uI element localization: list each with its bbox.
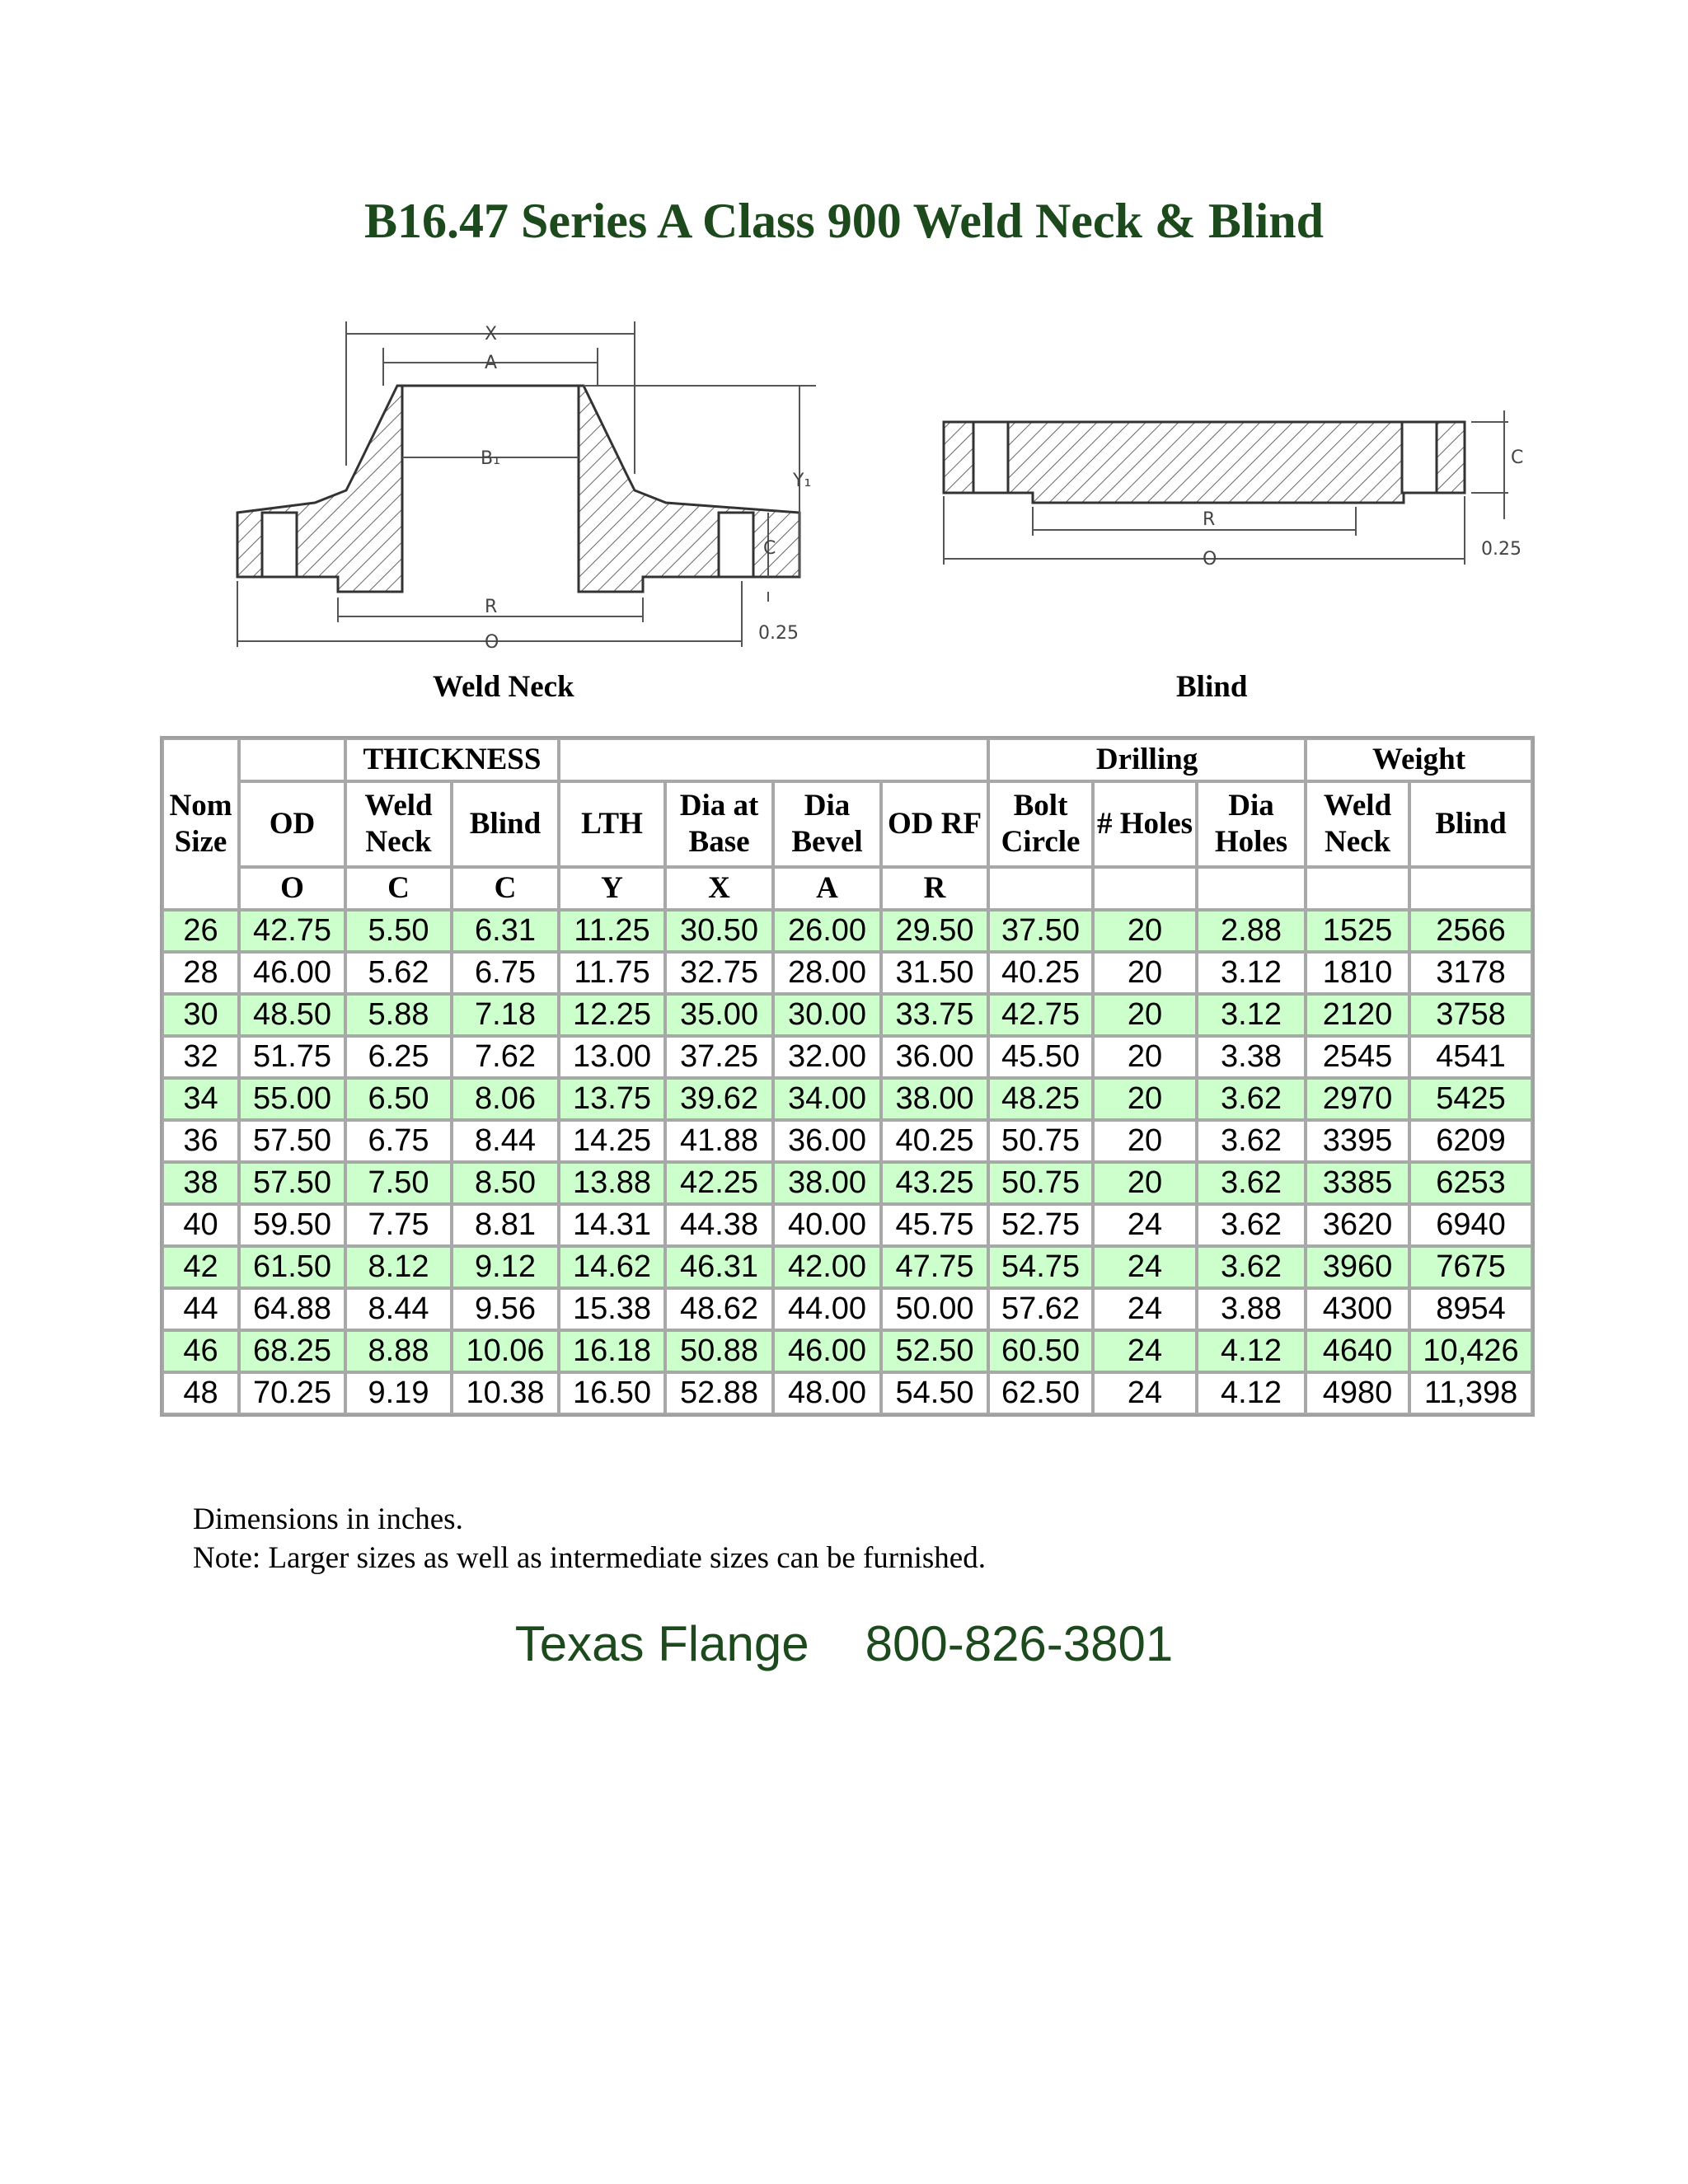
table-cell: 24 — [1093, 1372, 1197, 1414]
table-cell: 42.75 — [988, 994, 1093, 1036]
table-cell: 11.25 — [559, 910, 665, 952]
table-cell: 48.62 — [665, 1288, 773, 1330]
table-cell: 10.38 — [452, 1372, 559, 1414]
note-units: Dimensions in inches. — [193, 1502, 463, 1536]
table-cell: 31.50 — [881, 952, 988, 994]
table-cell: 57.62 — [988, 1288, 1093, 1330]
table-cell: 61.50 — [239, 1246, 345, 1288]
table-cell: 39.62 — [665, 1078, 773, 1120]
table-cell: 20 — [1093, 910, 1197, 952]
table-cell: 8.50 — [452, 1162, 559, 1204]
symbol-empty — [988, 867, 1093, 910]
table-cell: 28.00 — [773, 952, 881, 994]
table-row — [162, 1330, 1532, 1372]
table-cell: 13.75 — [559, 1078, 665, 1120]
table-cell: 55.00 — [239, 1078, 345, 1120]
wn-label-r: R — [485, 597, 498, 617]
table-cell: 4.12 — [1197, 1372, 1306, 1414]
table-cell: 57.50 — [239, 1120, 345, 1162]
header-od: OD — [239, 781, 345, 867]
header-weight-weld-neck: Weld Neck — [1306, 781, 1409, 867]
table-cell: 29.50 — [881, 910, 988, 952]
table-cell: 50.88 — [665, 1330, 773, 1372]
table-cell: 62.50 — [988, 1372, 1093, 1414]
symbol-empty — [1093, 867, 1197, 910]
table-cell: 8.44 — [345, 1288, 452, 1330]
table-cell: 5.62 — [345, 952, 452, 994]
table-cell: 2970 — [1306, 1078, 1409, 1120]
table-cell: 3620 — [1306, 1204, 1409, 1246]
table-cell: 8.81 — [452, 1204, 559, 1246]
table-cell: 2120 — [1306, 994, 1409, 1036]
table-cell: 1525 — [1306, 910, 1409, 952]
dimensions-table — [160, 736, 1535, 1417]
table-row — [162, 1372, 1532, 1414]
header-weight: Weight — [1306, 738, 1532, 781]
nom-size-cell: 42 — [162, 1246, 239, 1288]
header-thickness: THICKNESS — [345, 738, 559, 781]
table-cell: 24 — [1093, 1246, 1197, 1288]
blind-label-r: R — [1203, 509, 1216, 530]
table-cell: 50.75 — [988, 1162, 1093, 1204]
header-nom-size: Nom Size — [162, 738, 239, 910]
table-cell: 42.00 — [773, 1246, 881, 1288]
table-cell: 8.12 — [345, 1246, 452, 1288]
table-cell: 40.00 — [773, 1204, 881, 1246]
header-dia-bevel: Dia Bevel — [773, 781, 881, 867]
header-thickness-blind: Blind — [452, 781, 559, 867]
table-cell: 12.25 — [559, 994, 665, 1036]
nom-size-cell: 48 — [162, 1372, 239, 1414]
blind-left-bolt-hole — [973, 422, 1008, 493]
wn-label-y1: Y₁ — [793, 471, 812, 491]
table-cell: 70.25 — [239, 1372, 345, 1414]
nom-size-cell: 46 — [162, 1330, 239, 1372]
table-cell: 30.50 — [665, 910, 773, 952]
table-cell: 33.75 — [881, 994, 988, 1036]
table-cell: 59.50 — [239, 1204, 345, 1246]
table-cell: 36.00 — [881, 1036, 988, 1078]
header-empty — [559, 738, 988, 781]
table-cell: 26.00 — [773, 910, 881, 952]
table-row — [162, 1204, 1532, 1246]
table-cell: 20 — [1093, 1162, 1197, 1204]
table-cell: 42.25 — [665, 1162, 773, 1204]
table-cell: 3.38 — [1197, 1036, 1306, 1078]
table-cell: 3395 — [1306, 1120, 1409, 1162]
table-cell: 3.62 — [1197, 1246, 1306, 1288]
table-cell: 16.18 — [559, 1330, 665, 1372]
header-od-rf: OD RF — [881, 781, 988, 867]
table-cell: 41.88 — [665, 1120, 773, 1162]
table-cell: 24 — [1093, 1204, 1197, 1246]
nom-size-cell: 40 — [162, 1204, 239, 1246]
table-cell: 15.38 — [559, 1288, 665, 1330]
table-row — [162, 952, 1532, 994]
table-cell: 7.75 — [345, 1204, 452, 1246]
table-cell: 3.62 — [1197, 1162, 1306, 1204]
blind-label-c: C — [1511, 448, 1524, 468]
table-cell: 46.00 — [773, 1330, 881, 1372]
table-cell: 46.00 — [239, 952, 345, 994]
table-cell: 44.38 — [665, 1204, 773, 1246]
table-cell: 48.00 — [773, 1372, 881, 1414]
table-cell: 10,426 — [1409, 1330, 1532, 1372]
header-dia-at-base: Dia at Base — [665, 781, 773, 867]
table-cell: 4980 — [1306, 1372, 1409, 1414]
table-cell: 14.62 — [559, 1246, 665, 1288]
table-cell: 34.00 — [773, 1078, 881, 1120]
table-cell: 3.62 — [1197, 1120, 1306, 1162]
header-empty — [239, 738, 345, 781]
table-cell: 20 — [1093, 952, 1197, 994]
table-cell: 6.25 — [345, 1036, 452, 1078]
header-dia-holes: Dia Holes — [1197, 781, 1306, 867]
nom-size-cell: 38 — [162, 1162, 239, 1204]
table-cell: 7.18 — [452, 994, 559, 1036]
nom-size-cell: 44 — [162, 1288, 239, 1330]
header-num-holes: # Holes — [1093, 781, 1197, 867]
page-title: B16.47 Series A Class 900 Weld Neck & Blind — [363, 194, 1325, 248]
table-cell: 8.88 — [345, 1330, 452, 1372]
table-cell: 47.75 — [881, 1246, 988, 1288]
table-cell: 14.25 — [559, 1120, 665, 1162]
table-cell: 6209 — [1409, 1120, 1532, 1162]
wn-left-bolt-hole — [262, 513, 297, 577]
symbol-od-rf: R — [881, 867, 988, 910]
table-cell: 3960 — [1306, 1246, 1409, 1288]
table-row — [162, 1288, 1532, 1330]
phone-number: 800-826-3801 — [865, 1616, 1174, 1671]
table-cell: 32.00 — [773, 1036, 881, 1078]
symbol-dia-at-base: X — [665, 867, 773, 910]
table-cell: 68.25 — [239, 1330, 345, 1372]
notes — [193, 1500, 986, 1577]
nom-size-cell: 32 — [162, 1036, 239, 1078]
table-cell: 7.62 — [452, 1036, 559, 1078]
table-cell: 9.12 — [452, 1246, 559, 1288]
company-name: Texas Flange — [514, 1616, 809, 1671]
footer — [0, 1615, 1688, 1672]
table-cell: 13.00 — [559, 1036, 665, 1078]
table-cell: 42.75 — [239, 910, 345, 952]
wn-label-c: C — [763, 538, 776, 559]
table-cell: 48.25 — [988, 1078, 1093, 1120]
blind-label-raised-face: 0.25 — [1481, 539, 1522, 560]
table-cell: 14.31 — [559, 1204, 665, 1246]
nom-size-cell: 36 — [162, 1120, 239, 1162]
table-cell: 20 — [1093, 1120, 1197, 1162]
table-cell: 30.00 — [773, 994, 881, 1036]
table-cell: 16.50 — [559, 1372, 665, 1414]
table-cell: 52.75 — [988, 1204, 1093, 1246]
table-cell: 8954 — [1409, 1288, 1532, 1330]
table-cell: 52.50 — [881, 1330, 988, 1372]
table-cell: 4300 — [1306, 1288, 1409, 1330]
table-cell: 60.50 — [988, 1330, 1093, 1372]
symbol-thickness-blind: C — [452, 867, 559, 910]
header-drilling: Drilling — [988, 738, 1306, 781]
table-cell: 10.06 — [452, 1330, 559, 1372]
symbol-empty — [1197, 867, 1306, 910]
wn-right-bolt-hole — [719, 513, 753, 577]
table-cell: 57.50 — [239, 1162, 345, 1204]
weld-neck-diagram — [223, 297, 865, 659]
table-cell: 43.25 — [881, 1162, 988, 1204]
table-cell: 8.44 — [452, 1120, 559, 1162]
table-cell: 50.75 — [988, 1120, 1093, 1162]
table-row — [162, 1120, 1532, 1162]
header-thickness-weld-neck: Weld Neck — [345, 781, 452, 867]
table-cell: 45.75 — [881, 1204, 988, 1246]
table-cell: 44.00 — [773, 1288, 881, 1330]
table-cell: 13.88 — [559, 1162, 665, 1204]
table-cell: 3.12 — [1197, 952, 1306, 994]
table-cell: 36.00 — [773, 1120, 881, 1162]
table-row — [162, 1246, 1532, 1288]
table-cell: 64.88 — [239, 1288, 345, 1330]
table-cell: 2.88 — [1197, 910, 1306, 952]
table-cell: 4.12 — [1197, 1330, 1306, 1372]
table-cell: 46.31 — [665, 1246, 773, 1288]
table-cell: 24 — [1093, 1288, 1197, 1330]
table-cell: 5.50 — [345, 910, 452, 952]
wn-label-a: A — [485, 353, 498, 373]
table-cell: 2545 — [1306, 1036, 1409, 1078]
wn-right-section — [579, 386, 799, 592]
table-body — [162, 910, 1532, 1414]
table-cell: 52.88 — [665, 1372, 773, 1414]
header-lth: LTH — [559, 781, 665, 867]
table-row — [162, 1036, 1532, 1078]
table-cell: 6.75 — [452, 952, 559, 994]
table-cell: 9.56 — [452, 1288, 559, 1330]
table-cell: 37.25 — [665, 1036, 773, 1078]
table-cell: 1810 — [1306, 952, 1409, 994]
table-cell: 6253 — [1409, 1162, 1532, 1204]
table-cell: 20 — [1093, 994, 1197, 1036]
table-row — [162, 994, 1532, 1036]
table-cell: 50.00 — [881, 1288, 988, 1330]
table-cell: 8.06 — [452, 1078, 559, 1120]
wn-label-b1: B₁ — [481, 448, 500, 469]
table-cell: 48.50 — [239, 994, 345, 1036]
table-cell: 6.50 — [345, 1078, 452, 1120]
nom-size-cell: 26 — [162, 910, 239, 952]
table-cell: 6.75 — [345, 1120, 452, 1162]
nom-size-cell: 34 — [162, 1078, 239, 1120]
table-cell: 11,398 — [1409, 1372, 1532, 1414]
blind-section — [944, 422, 1465, 503]
symbol-empty — [1409, 867, 1532, 910]
table-cell: 3.12 — [1197, 994, 1306, 1036]
table-cell: 24 — [1093, 1330, 1197, 1372]
table-cell: 9.19 — [345, 1372, 452, 1414]
table-cell: 20 — [1093, 1036, 1197, 1078]
table-cell: 3758 — [1409, 994, 1532, 1036]
table-cell: 3.88 — [1197, 1288, 1306, 1330]
table-cell: 7675 — [1409, 1246, 1532, 1288]
table-cell: 3385 — [1306, 1162, 1409, 1204]
table-row — [162, 1078, 1532, 1120]
table-cell: 51.75 — [239, 1036, 345, 1078]
table-cell: 4541 — [1409, 1036, 1532, 1078]
nom-size-cell: 30 — [162, 994, 239, 1036]
wn-label-x: X — [485, 324, 498, 344]
table-cell: 37.50 — [988, 910, 1093, 952]
table-cell: 45.50 — [988, 1036, 1093, 1078]
wn-label-raised-face: 0.25 — [758, 623, 799, 644]
table-cell: 6.31 — [452, 910, 559, 952]
table-cell: 54.50 — [881, 1372, 988, 1414]
table-cell: 5425 — [1409, 1078, 1532, 1120]
table-cell: 40.25 — [988, 952, 1093, 994]
wn-label-o: O — [485, 632, 499, 653]
table-cell: 54.75 — [988, 1246, 1093, 1288]
blind-diagram — [927, 396, 1545, 577]
table-cell: 11.75 — [559, 952, 665, 994]
table-cell: 4640 — [1306, 1330, 1409, 1372]
table-cell: 20 — [1093, 1078, 1197, 1120]
table-row — [162, 1162, 1532, 1204]
table-cell: 5.88 — [345, 994, 452, 1036]
table-cell: 2566 — [1409, 910, 1532, 952]
table-cell: 6940 — [1409, 1204, 1532, 1246]
blind-caption: Blind — [1176, 670, 1248, 704]
nom-size-cell: 28 — [162, 952, 239, 994]
symbol-od: O — [239, 867, 345, 910]
table-cell: 38.00 — [881, 1078, 988, 1120]
symbol-empty — [1306, 867, 1409, 910]
note-sizes: Note: Larger sizes as well as intermediate sizes can be furnished. — [193, 1541, 986, 1575]
table-cell: 35.00 — [665, 994, 773, 1036]
table-cell: 40.25 — [881, 1120, 988, 1162]
table-cell: 7.50 — [345, 1162, 452, 1204]
table-cell: 3.62 — [1197, 1078, 1306, 1120]
symbol-thickness-weld-neck: C — [345, 867, 452, 910]
header-weight-blind: Blind — [1409, 781, 1532, 867]
blind-right-bolt-hole — [1402, 422, 1437, 493]
symbol-lth: Y — [559, 867, 665, 910]
table-cell: 3.62 — [1197, 1204, 1306, 1246]
weld-neck-caption: Weld Neck — [433, 670, 574, 704]
table-cell: 32.75 — [665, 952, 773, 994]
table-row — [162, 910, 1532, 952]
blind-label-o: O — [1203, 549, 1217, 569]
table-cell: 3178 — [1409, 952, 1532, 994]
symbol-dia-bevel: A — [773, 867, 881, 910]
table-cell: 38.00 — [773, 1162, 881, 1204]
header-bolt-circle: Bolt Circle — [988, 781, 1093, 867]
